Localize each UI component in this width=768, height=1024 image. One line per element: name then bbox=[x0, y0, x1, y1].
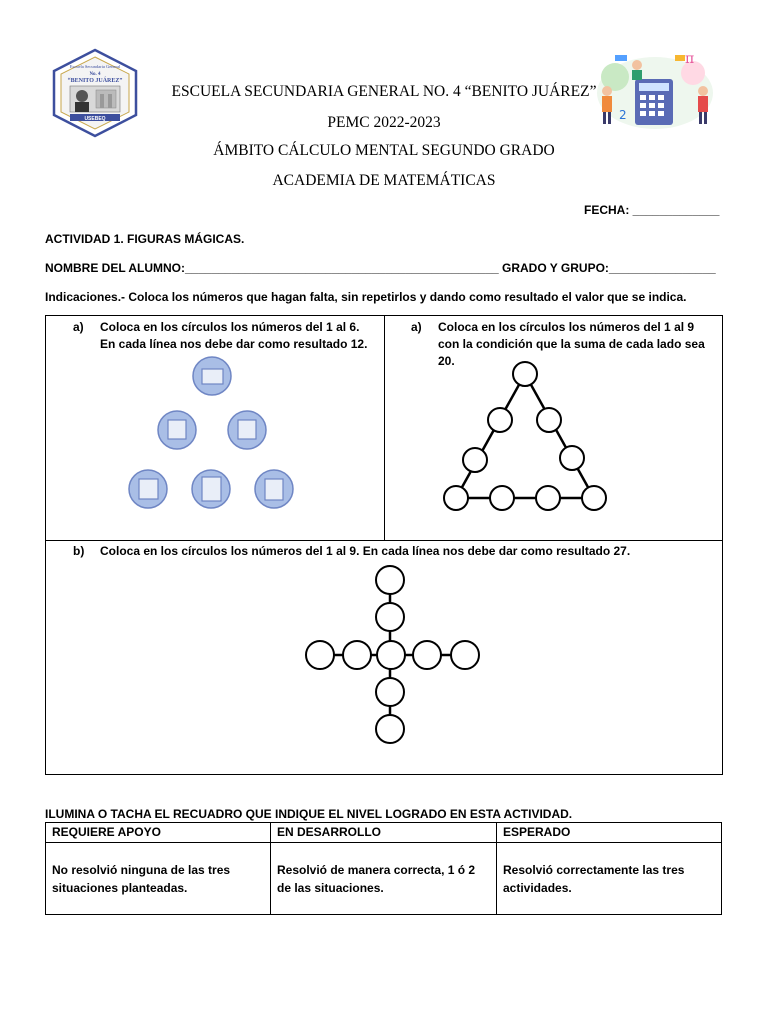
answer-circle[interactable] bbox=[376, 678, 404, 706]
svg-text:2: 2 bbox=[619, 108, 627, 122]
level-header-esperado[interactable]: ESPERADO bbox=[497, 823, 722, 843]
student-name-field[interactable]: NOMBRE DEL ALUMNO:_______________________________________________ bbox=[45, 261, 499, 275]
school-name: ESCUELA SECUNDARIA GENERAL NO. 4 “BENITO JUÁREZ” bbox=[171, 83, 597, 100]
answer-circle[interactable] bbox=[376, 715, 404, 743]
answer-circle[interactable] bbox=[490, 486, 514, 510]
triangle-puzzle-9 bbox=[438, 358, 613, 518]
grade-group-field[interactable]: GRADO Y GRUPO:________________ bbox=[502, 261, 716, 275]
triangle-puzzle-6 bbox=[120, 355, 300, 515]
answer-circle[interactable] bbox=[306, 641, 334, 669]
answer-circle[interactable] bbox=[488, 408, 512, 432]
answer-circle[interactable] bbox=[451, 641, 479, 669]
assessment-prompt: ILUMINA O TACHA EL RECUADRO QUE INDIQUE EL NIVEL LOGRADO EN ESTA ACTIVIDAD. bbox=[45, 807, 573, 821]
activity-title: ACTIVIDAD 1. FIGURAS MÁGICAS. bbox=[45, 232, 245, 246]
level-desc-apoyo[interactable]: No resolvió ninguna de las tres situaciones planteadas. bbox=[46, 843, 271, 915]
task-a-right-text: Coloca en los círculos los números del 1 al 9 con la condición que la suma de cada lado sea 20. bbox=[438, 320, 705, 368]
level-desc-desarrollo[interactable]: Resolvió de manera correcta, 1 ó 2 de las situaciones. bbox=[271, 843, 497, 915]
date-field[interactable]: FECHA: _____________ bbox=[584, 203, 720, 217]
answer-circle[interactable] bbox=[376, 603, 404, 631]
logo-ring-text: Escuela Secundaria General bbox=[69, 64, 121, 69]
answer-circle[interactable] bbox=[560, 446, 584, 470]
answer-circle[interactable] bbox=[343, 641, 371, 669]
answer-circle[interactable] bbox=[536, 486, 560, 510]
answer-circle[interactable] bbox=[537, 408, 561, 432]
answer-circle[interactable] bbox=[582, 486, 606, 510]
task-a-right-tag: a) bbox=[411, 320, 422, 334]
math-illustration bbox=[585, 47, 723, 137]
logo-name: “BENITO JUÁREZ” bbox=[67, 78, 123, 84]
academy-title: ACADEMIA DE MATEMÁTICAS bbox=[272, 172, 496, 189]
answer-circle[interactable] bbox=[377, 641, 405, 669]
answer-circle[interactable] bbox=[444, 486, 468, 510]
level-header-apoyo[interactable]: REQUIERE APOYO bbox=[46, 823, 271, 843]
area-title: ÁMBITO CÁLCULO MENTAL SEGUNDO GRADO bbox=[213, 142, 555, 159]
cross-puzzle-9 bbox=[300, 560, 490, 755]
task-a-left-text: Coloca en los círculos los números del 1 al 6. En cada línea nos debe dar como resultado 12. bbox=[100, 320, 368, 351]
level-table bbox=[45, 822, 722, 915]
logo-number: No. 4 bbox=[89, 72, 101, 77]
answer-circle[interactable] bbox=[513, 362, 537, 386]
program-title: PEMC 2022-2023 bbox=[327, 114, 441, 131]
task-b-text: Coloca en los círculos los números del 1 al 9. En cada línea nos debe dar como resultado 27. bbox=[100, 544, 631, 558]
svg-text:π: π bbox=[685, 51, 695, 67]
answer-circle[interactable] bbox=[376, 566, 404, 594]
answer-circle[interactable] bbox=[463, 448, 487, 472]
task-b-tag: b) bbox=[73, 544, 85, 558]
logo-footer: USEBEQ bbox=[84, 116, 106, 122]
task-a-left bbox=[73, 319, 373, 353]
level-header-desarrollo[interactable]: EN DESARROLLO bbox=[271, 823, 497, 843]
instructions: Indicaciones.- Coloca los números que hagan falta, sin repetirlos y dando como resultado el valor que se indica. bbox=[45, 290, 687, 304]
level-desc-esperado[interactable]: Resolvió correctamente las tres actividades. bbox=[497, 843, 722, 915]
task-b bbox=[73, 543, 713, 560]
answer-circle[interactable] bbox=[413, 641, 441, 669]
task-a-left-tag: a) bbox=[73, 320, 84, 334]
